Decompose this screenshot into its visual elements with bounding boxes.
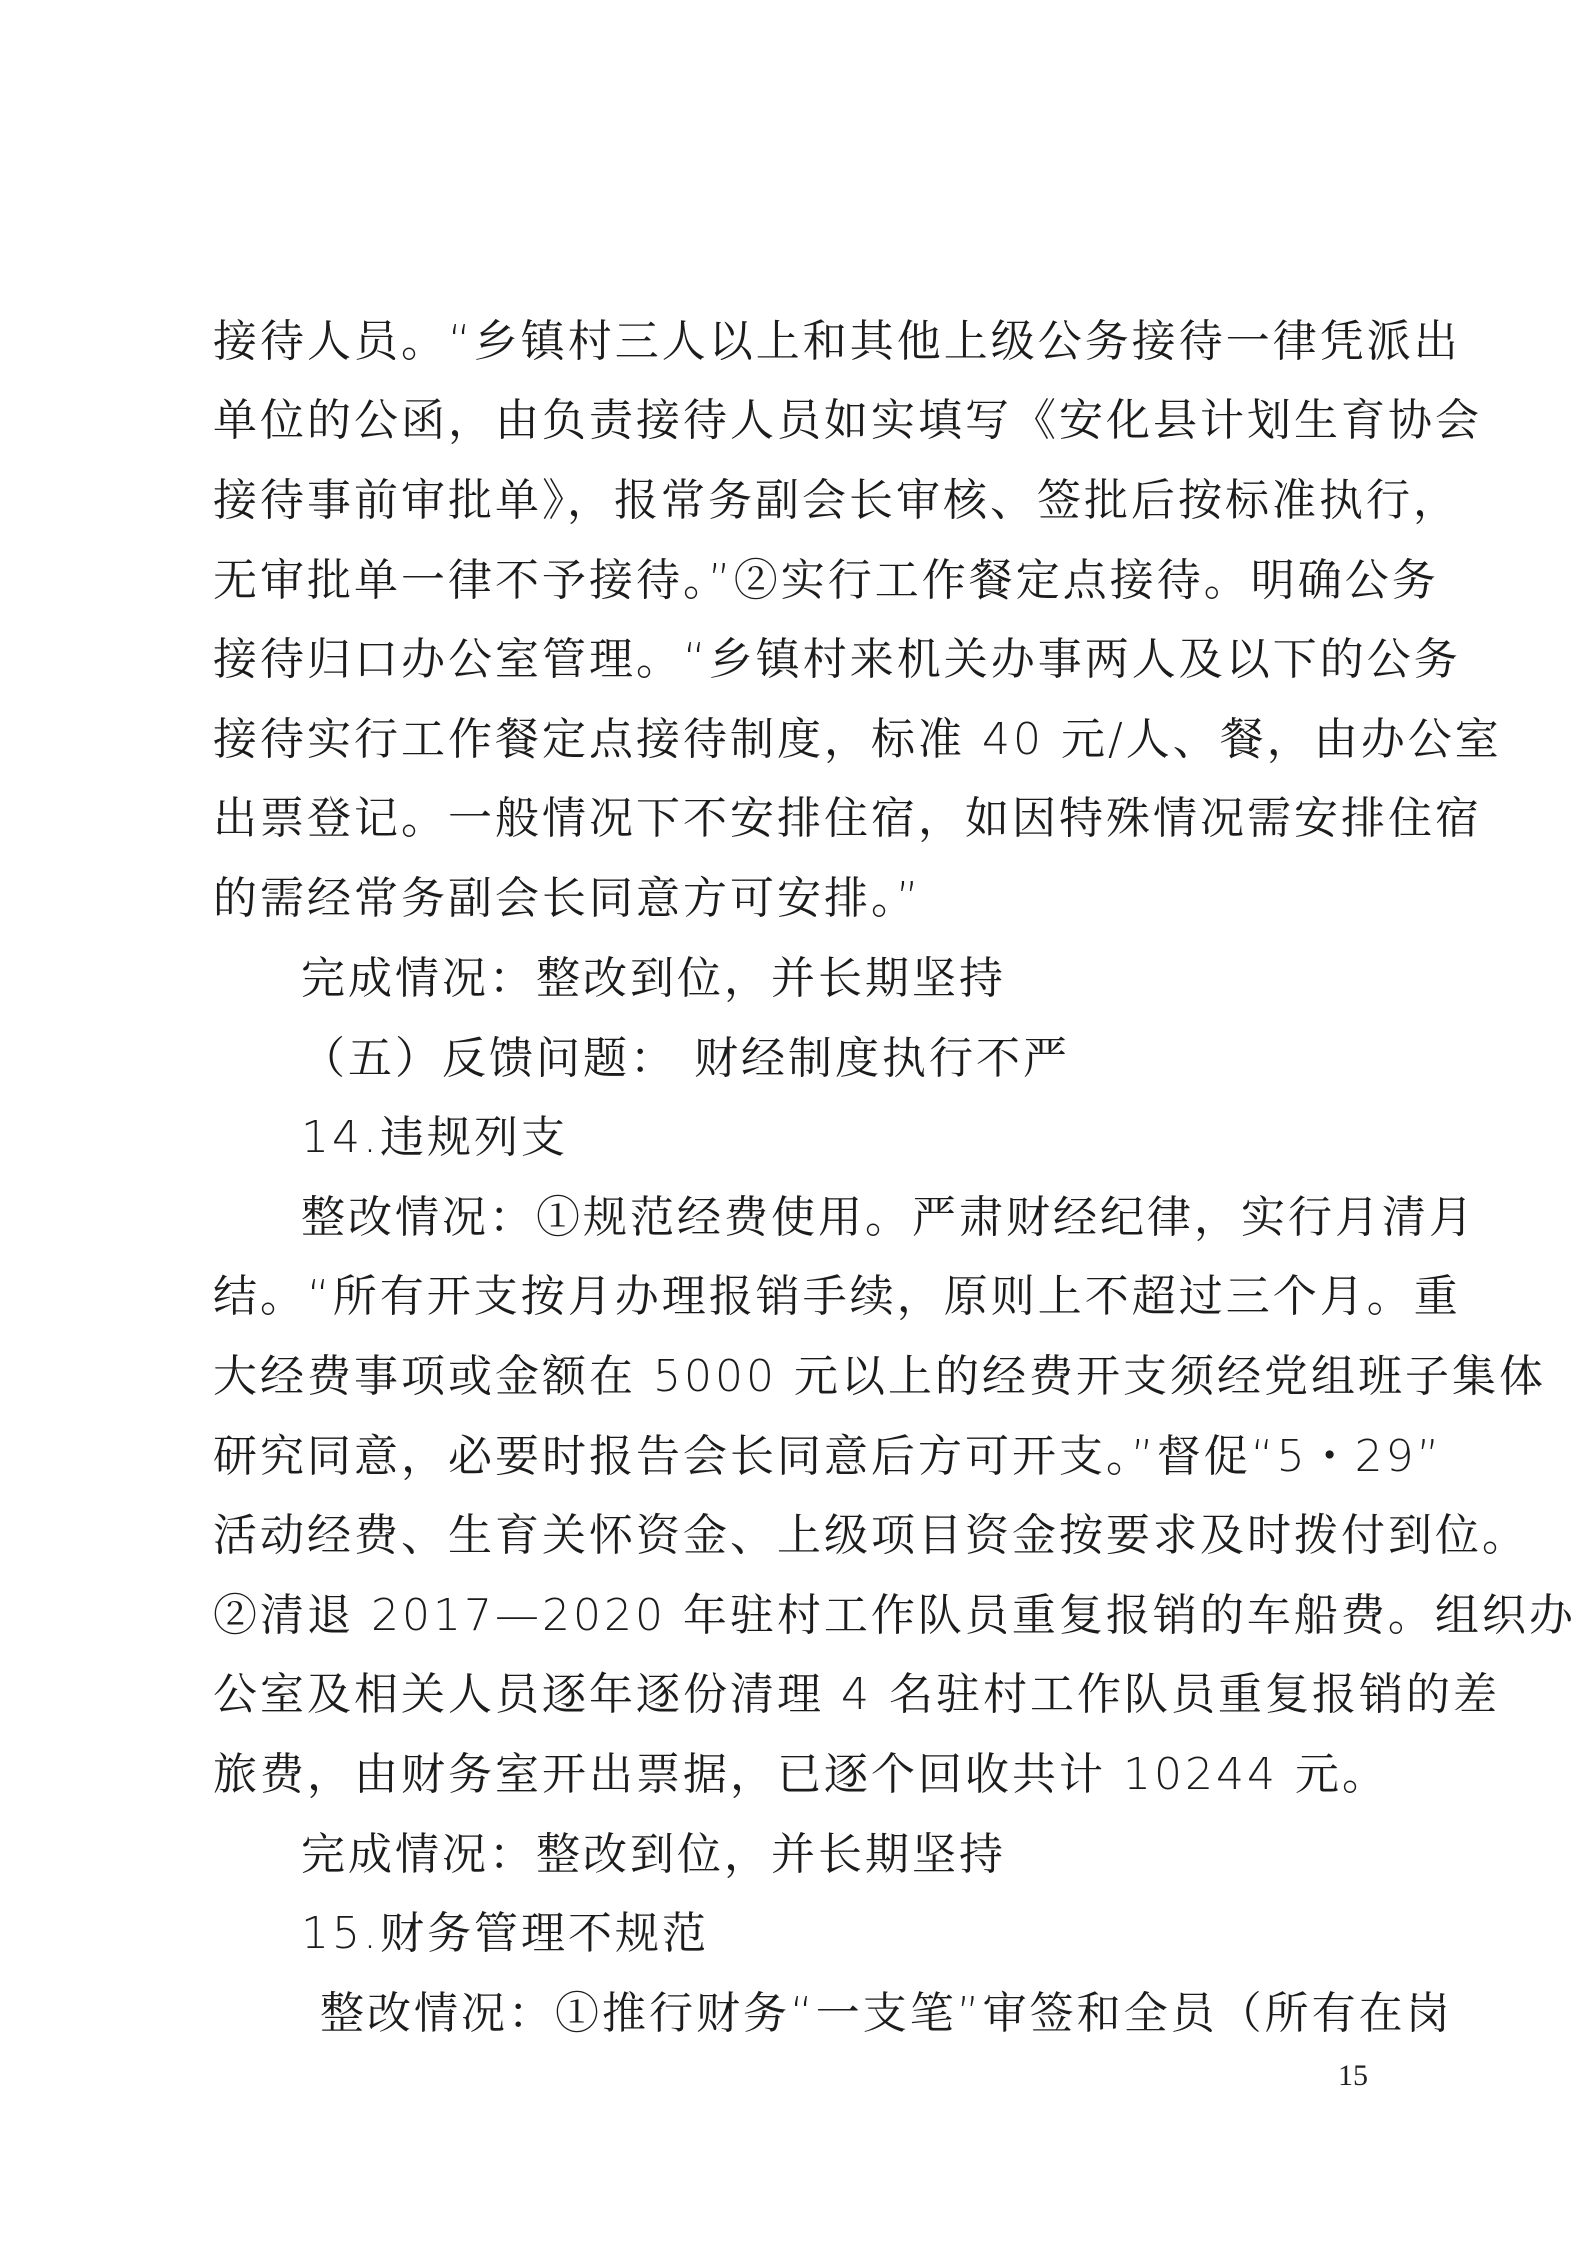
item-heading-14: 14.违规列支 <box>301 1112 568 1163</box>
text-line-18: 公室及相关人员逐年逐份清理 4 名驻村工作队员重复报销的差 <box>213 1669 1500 1720</box>
text-line-6: 接待实行工作餐定点接待制度，标准 40 元/人、餐，由办公室 <box>213 714 1502 765</box>
text-line-8: 的需经常务副会长同意方可安排。” <box>213 873 922 924</box>
text-line-17: ②清退 2017—2020 年驻村工作队员重复报销的车船费。组织办 <box>213 1590 1576 1641</box>
text-line-19: 旅费，由财务室开出票据，已逐个回收共计 10244 元。 <box>213 1749 1389 1800</box>
text-line-7: 出票登记。一般情况下不安排住宿，如因特殊情况需安排住宿 <box>213 793 1482 844</box>
completion-status-2: 完成情况：整改到位，并长期坚持 <box>301 1829 1006 1880</box>
item-heading-15: 15.财务管理不规范 <box>301 1908 709 1959</box>
text-line-13: 结。“所有开支按月办理报销手续，原则上不超过三个月。重 <box>213 1271 1461 1322</box>
text-line-22: 整改情况：①推行财务“一支笔”审签和全员（所有在岗 <box>320 1988 1453 2039</box>
text-line-14: 大经费事项或金额在 5000 元以上的经费开支须经党组班子集体 <box>213 1351 1546 1402</box>
text-line-1: 接待人员。“乡镇村三人以上和其他上级公务接待一律凭派出 <box>213 316 1461 367</box>
text-line-12: 整改情况：①规范经费使用。严肃财经纪律，实行月清月 <box>301 1192 1476 1243</box>
page-number: 15 <box>1338 2059 1368 2092</box>
completion-status-1: 完成情况：整改到位，并长期坚持 <box>301 953 1006 1004</box>
text-line-4: 无审批单一律不予接待。”②实行工作餐定点接待。明确公务 <box>213 555 1439 606</box>
text-line-16: 活动经费、生育关怀资金、上级项目资金按要求及时拨付到位。 <box>213 1510 1529 1561</box>
text-line-3: 接待事前审批单》，报常务副会长审核、签批后按标准执行， <box>213 475 1460 526</box>
section-heading-5: （五）反馈问题： 财经制度执行不严 <box>301 1033 1070 1084</box>
text-line-15: 研究同意，必要时报告会长同意后方可开支。”督促“5・29” <box>213 1431 1443 1482</box>
text-line-5: 接待归口办公室管理。“乡镇村来机关办事两人及以下的公务 <box>213 634 1461 685</box>
text-line-2: 单位的公函，由负责接待人员如实填写《安化县计划生育协会 <box>213 395 1482 446</box>
